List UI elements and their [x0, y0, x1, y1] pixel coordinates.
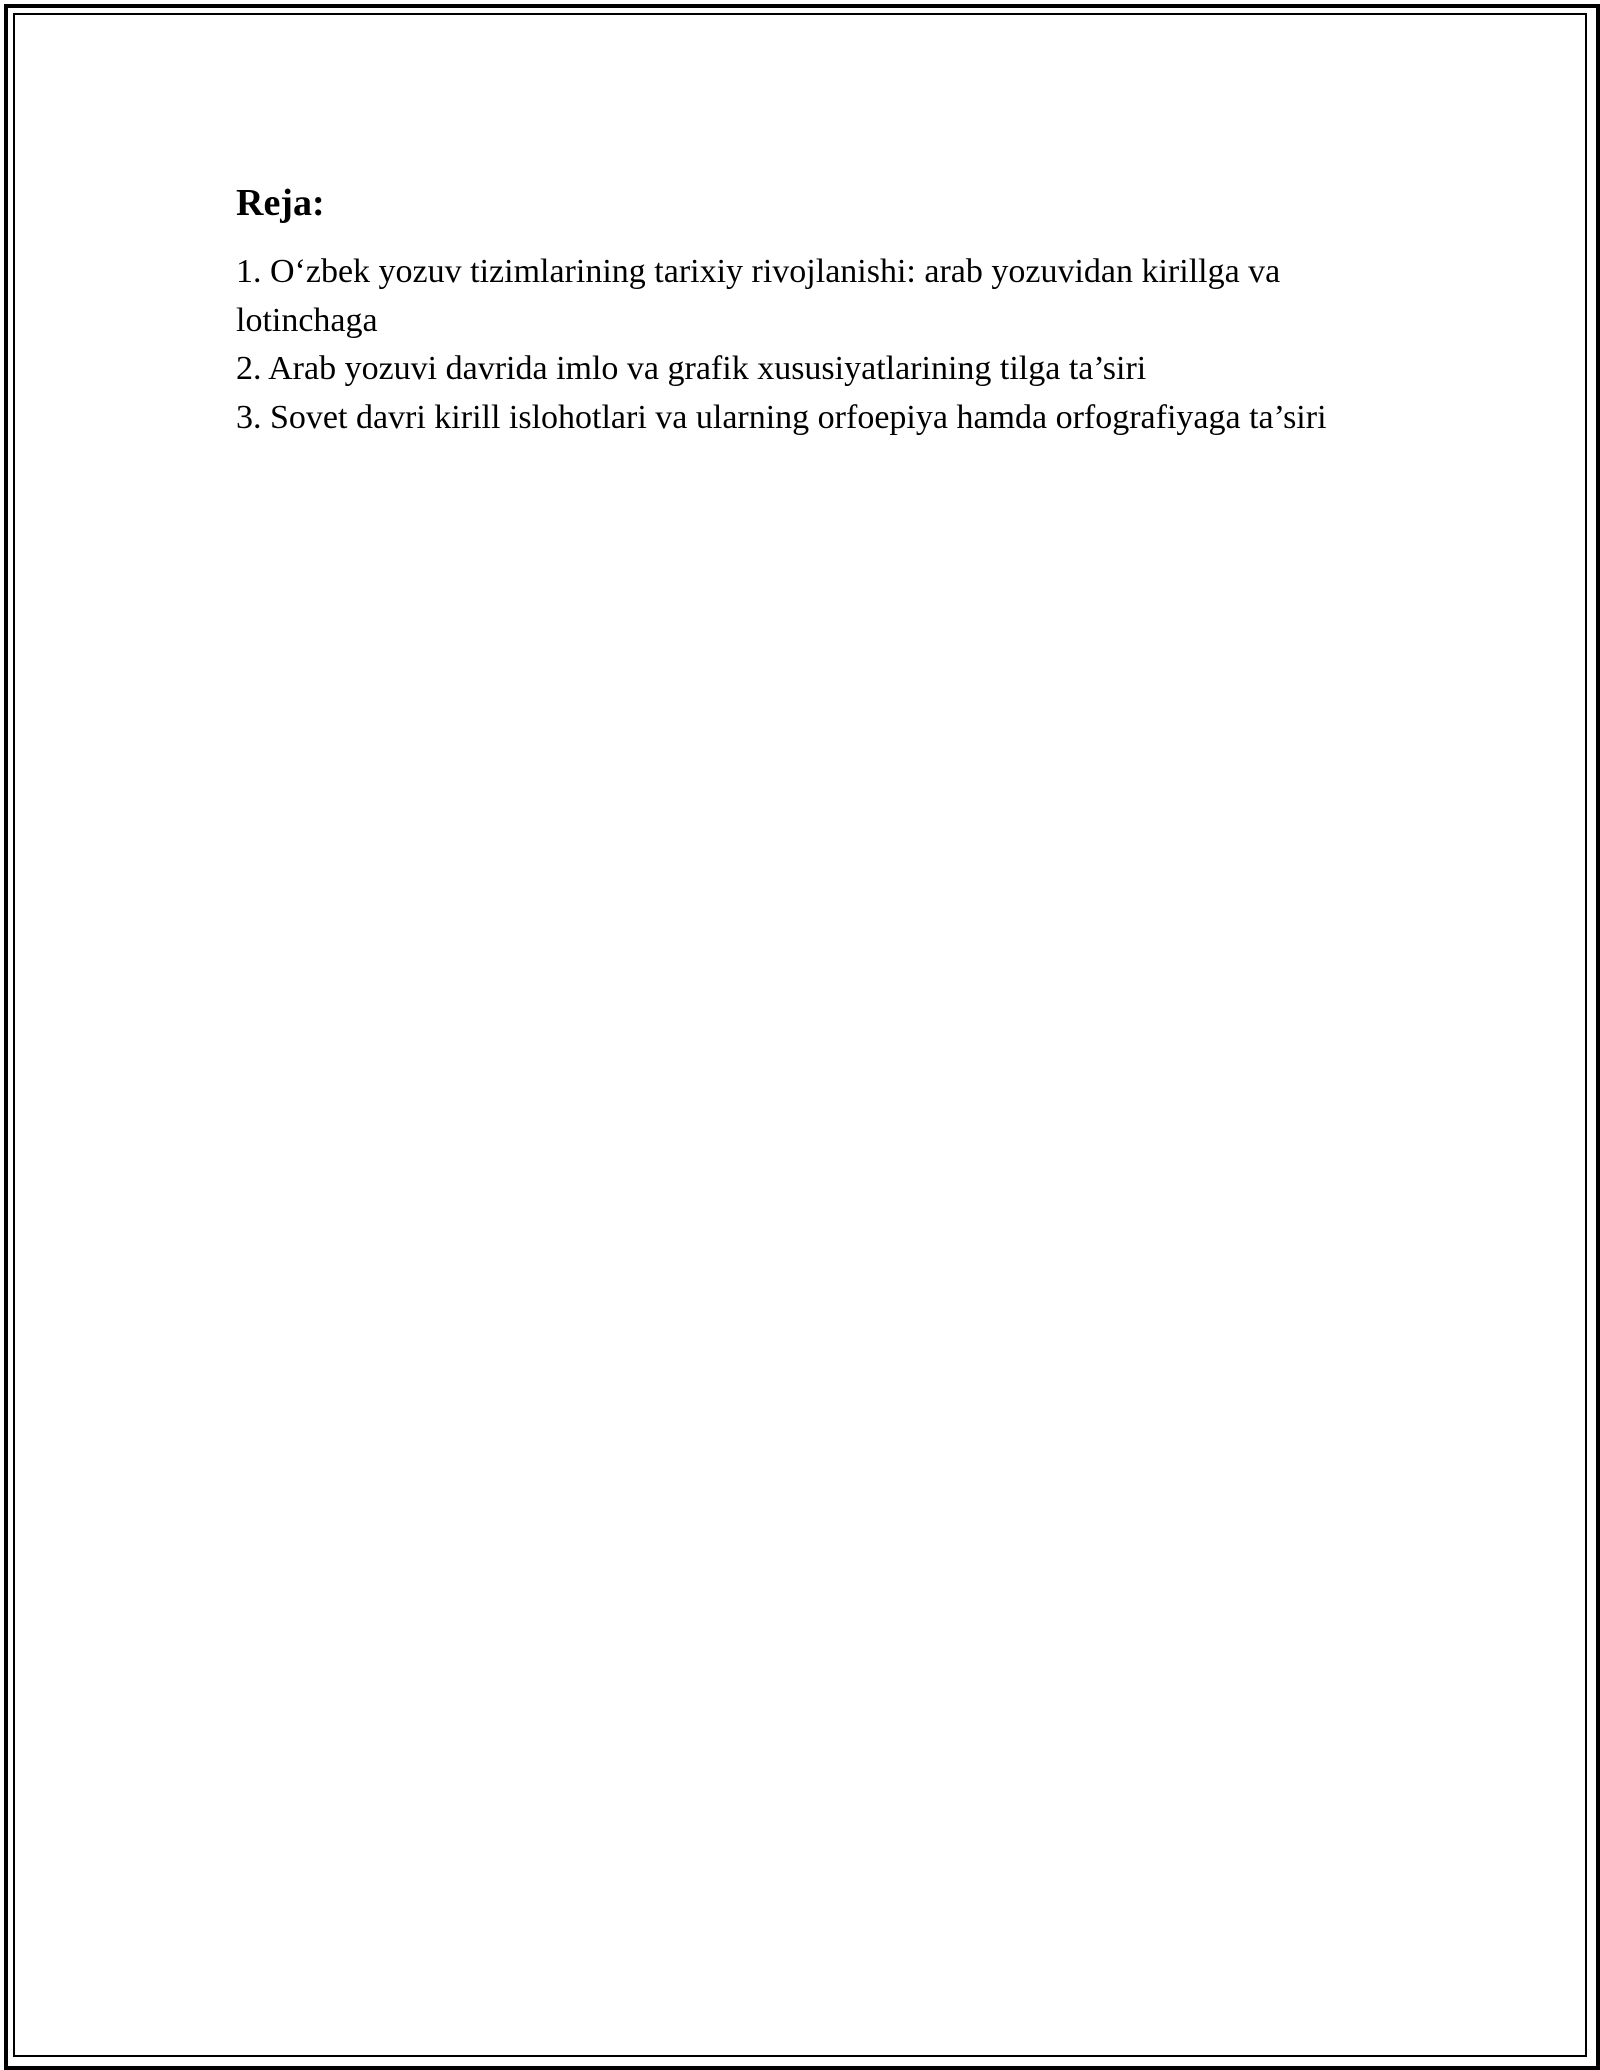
plan-item-1: 1. O‘zbek yozuv tizimlarining tarixiy rivojlanishi: arab yozuvidan kirillga va lotinchaga: [236, 253, 1281, 339]
plan-item-2: 2. Arab yozuvi davrida imlo va grafik xususiyatlarining tilga ta’siri: [236, 350, 1147, 387]
page-title: Reja:: [236, 182, 325, 224]
plan-list: [236, 248, 1396, 442]
plan-item-3: 3. Sovet davri kirill islohotlari va ularning orfoepiya hamda orfografiyaga ta’siri: [236, 398, 1327, 436]
page-content: [236, 180, 1396, 442]
